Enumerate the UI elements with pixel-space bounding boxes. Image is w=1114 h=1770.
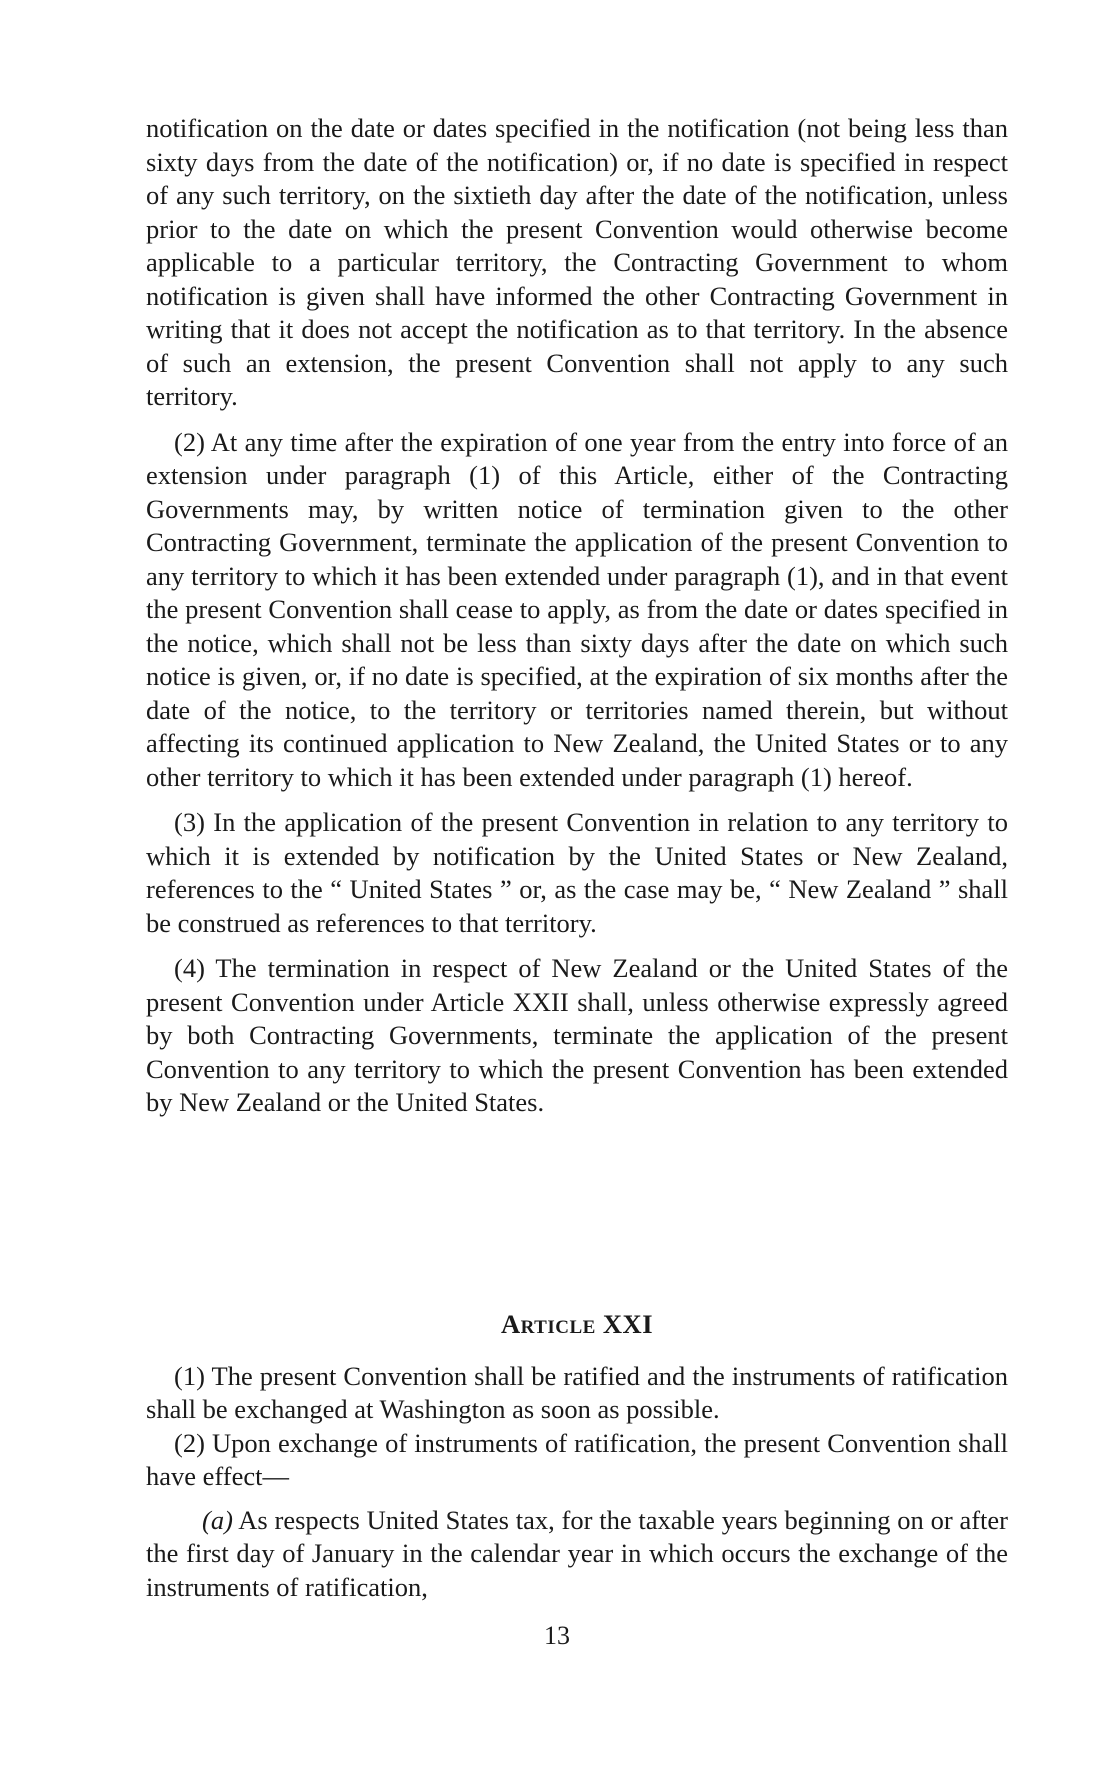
paragraph-4: (4) The termination in respect of New Zealand or the United States of the present Convention under Article XXII shall, unless otherwise expressly agreed by both Contracting Governments, terminate the application of the present Convention to any territory to which the present Convention has been extended by New Zealand or the United States. — [146, 953, 1008, 1117]
subparagraph-marker: (a) — [202, 1504, 233, 1535]
article-xx-continuation — [146, 112, 1008, 1120]
article-xxi — [146, 1308, 1008, 1604]
article-paragraph-1: (1) The present Convention shall be ratified and the instruments of ratification shall be exchanged at Washington as soon as possible. — [146, 1360, 1008, 1424]
paragraph-continuation: notification on the date or dates specified in the notification (not being less than sixty days from the date of the notification) or, if no date is specified in respect of any such territory, on the sixtieth day after the date of the notification, unless prior to the date on which the present Convention would otherwise become applicable to a particular territory, the Contracting Government to whom notification is given shall have informed the other Contracting Government in writing that it does not accept the notification as to that territory. In the absence of such an extension, the present Convention shall not apply to any such territory. — [146, 113, 1008, 411]
page-number: 13 — [544, 1621, 570, 1650]
paragraph-2: (2) At any time after the expiration of one year from the entry into force of an extension under paragraph (1) of this Article, either of the Contracting Governments may, by written notice of termination given to the other Contracting Government, terminate the application of the present Convention to any territory to which it has been extended under paragraph (1), and in that event the present Convention shall cease to apply, as from the date or dates specified in the notice, which shall not be less than sixty days after the date on which such notice is given, or, if no date is specified, at the expiration of six months after the date of the notice, to the territory or territories named therein, but without affecting its continued application to New Zealand, the United States or to any other territory to which it has been extended under paragraph (1) hereof. — [146, 426, 1008, 792]
article-paragraph-2: (2) Upon exchange of instruments of ratification, the present Convention shall have effect— — [146, 1427, 1008, 1491]
subparagraph-text: As respects United States tax, for the taxable years beginning on or after the first day of January in the calendar year in which occurs the exchange of the instruments of ratification, — [146, 1504, 1008, 1602]
article-heading: Article XXI — [500, 1309, 654, 1339]
subparagraph-a — [146, 1504, 1008, 1605]
paragraph-3: (3) In the application of the present Convention in relation to any territory to which it is extended by notification by the United States or New Zealand, references to the “ United States ” or, as the case may be, “ New Zealand ” shall be construed as references to that territory. — [146, 807, 1008, 938]
